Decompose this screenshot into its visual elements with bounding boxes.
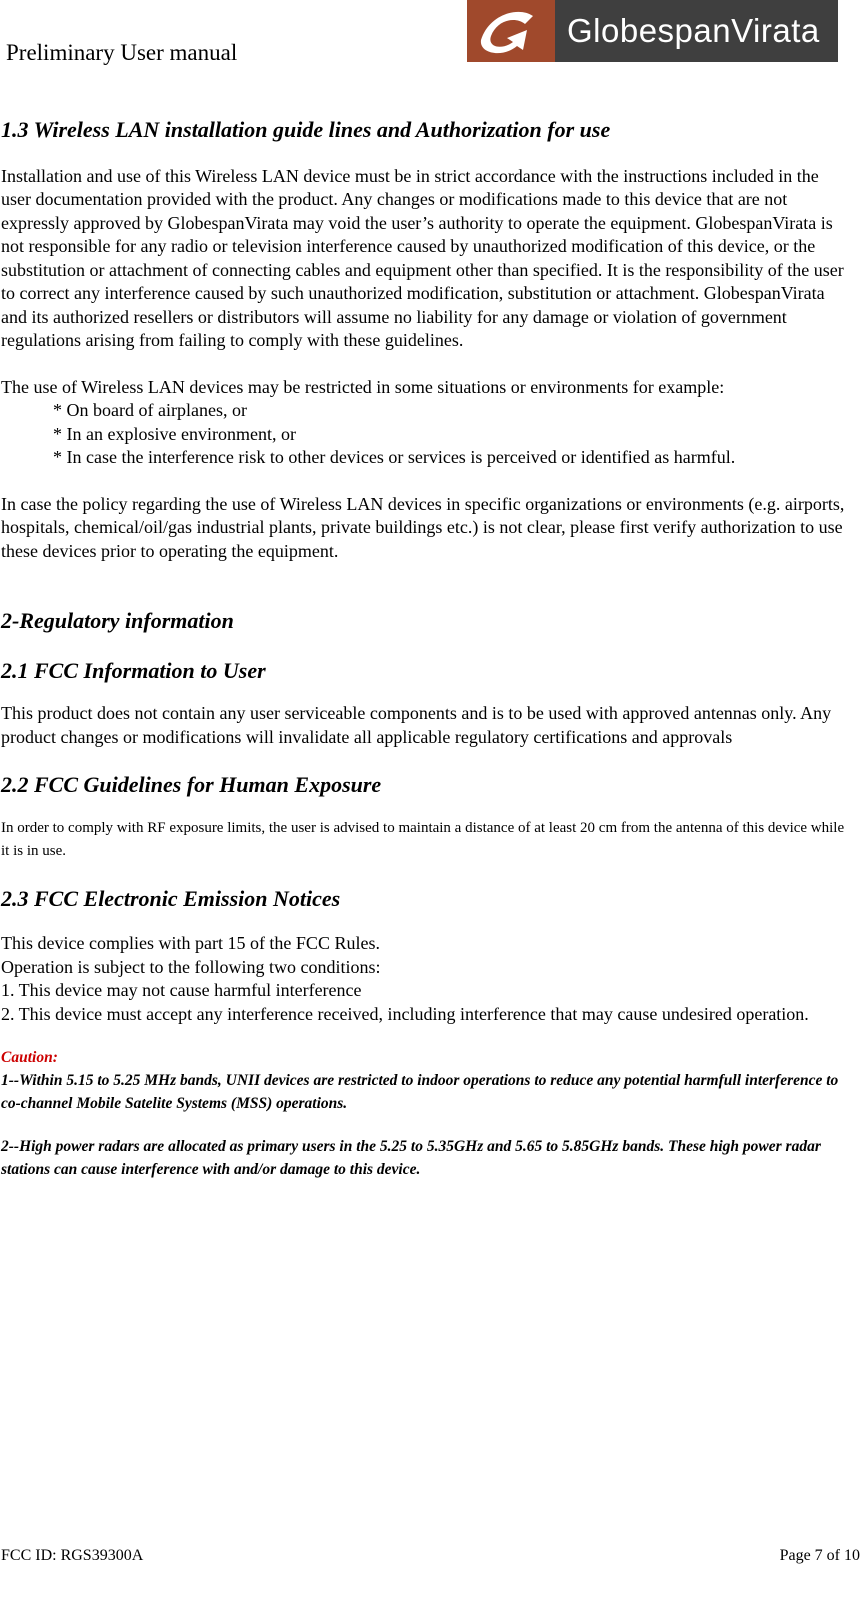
installation-paragraph: Installation and use of this Wireless LAN device must be in strict accordance with the instructions included in the user documentation provided with the product. Any changes or modifications made to this device that are not expressly approved by GlobespanVirata may void the user’s authority to operate the equipment. GlobespanVirata is not responsible for any radio or television interference caused by unauthorized modification of this device, or the substitution or attachment of connecting cables and equipment other than specified. It is the responsibility of the user to correct any interference caused by such unauthorized modification, substitution or attachment. GlobespanVirata and its authorized resellers or distributors will assume no liability for any damage or violation of government regulations arising from failing to comply with these guidelines.	[1, 165, 844, 350]
section-heading-2: 2-Regulatory information	[1, 608, 234, 633]
caution-note-2: 2--High power radars are allocated as primary users in the 5.25 to 5.35GHz and 5.65 to 5.85GHz bands. These high power radar stations can cause interference with and/or damage to this device.	[1, 1138, 821, 1178]
logo-wordmark: GlobespanVirata	[555, 0, 838, 62]
list-item: * In an explosive environment, or	[53, 423, 296, 444]
list-item: * On board of airplanes, or	[53, 400, 247, 420]
section-heading-2-3: 2.3 FCC Electronic Emission Notices	[1, 885, 341, 911]
footer-page-number: Page 7 of 10	[779, 1547, 860, 1564]
emission-line: 2. This device must accept any interference received, including interference that may cause undesired operation.	[1, 1003, 809, 1024]
caution-note-1: 1--Within 5.15 to 5.25 MHz bands, UNII devices are restricted to indoor operations to reduce any potential harmfull interference to co-channel Mobile Satelite Systems (MSS) operations.	[1, 1072, 839, 1112]
footer-fcc-id: FCC ID: RGS39300A	[1, 1547, 144, 1564]
restrictions-intro: The use of Wireless LAN devices may be restricted in some situations or environments for example:	[1, 376, 725, 397]
rf-exposure-paragraph: In order to comply with RF exposure limits, the user is advised to maintain a distance of at least 20 cm from the antenna of this device while it is in use.	[1, 819, 845, 859]
document-header-title: Preliminary User manual	[6, 40, 238, 65]
section-heading-1-3: 1.3 Wireless LAN installation guide lines and Authorization for use	[1, 117, 611, 142]
emission-line: This device complies with part 15 of the FCC Rules.	[1, 933, 380, 953]
emission-line: 1. This device may not cause harmful interference	[1, 980, 362, 1000]
fcc-info-paragraph: This product does not contain any user serviceable components and is to be used with approved antennas only. Any product changes or modifications will invalidate all applicable regulatory certifications and approvals	[1, 703, 832, 747]
caution-label: Caution:	[1, 1049, 58, 1066]
emission-line: Operation is subject to the following two conditions:	[1, 956, 381, 977]
list-item: * In case the interference risk to other devices or services is perceived or identified as harmful.	[53, 447, 736, 467]
globespanvirata-logo	[467, 0, 838, 62]
section-heading-2-1: 2.1 FCC Information to User	[1, 657, 266, 683]
document-body	[1, 118, 849, 1181]
section-heading-2-2: 2.2 FCC Guidelines for Human Exposure	[1, 772, 382, 797]
logo-g-icon	[467, 0, 555, 62]
policy-paragraph: In case the policy regarding the use of Wireless LAN devices in specific organizations or environments (e.g. airports, hospitals, chemical/oil/gas industrial plants, private buildings etc.) is not clear, please first verify authorization to use these devices prior to operating the equipment.	[1, 493, 845, 561]
